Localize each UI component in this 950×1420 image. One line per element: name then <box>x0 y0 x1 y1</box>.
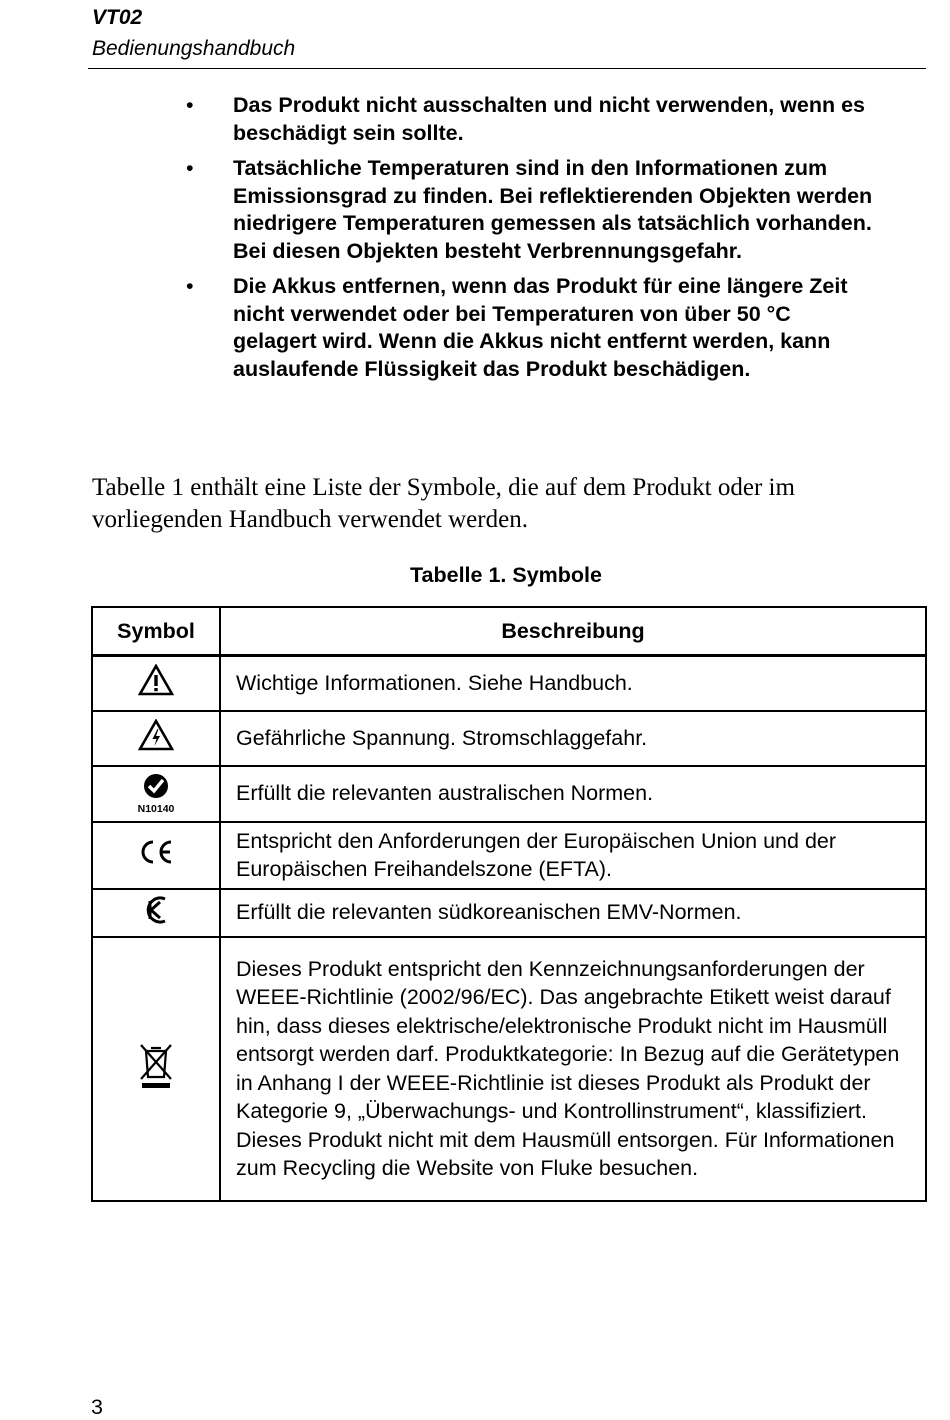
document-subtitle: Bedienungshandbuch <box>92 37 296 60</box>
symbol-cell <box>92 822 220 889</box>
intro-paragraph: Tabelle 1 enthält eine Liste der Symbole, die auf dem Produkt oder im vorliegenden Handbuch verwendet werden. <box>92 474 795 533</box>
warning-list <box>186 92 876 391</box>
description-cell: Entspricht den Anforderungen der Europäischen Union und der Europäischen Freihandelszone (EFTA). <box>220 822 926 889</box>
kc-mark-icon <box>143 895 169 931</box>
table-caption-text: Tabelle 1. Symbole <box>410 563 602 587</box>
weee-bin-icon <box>139 1043 173 1095</box>
document-title: VT02 <box>92 6 143 29</box>
symbol-cell <box>92 766 220 822</box>
symbols-table <box>91 606 927 1202</box>
description-cell: Gefährliche Spannung. Stromschlaggefahr. <box>220 711 926 766</box>
warning-icon <box>138 664 174 702</box>
list-item <box>186 155 876 265</box>
table-row <box>92 711 926 766</box>
description-cell: Erfüllt die relevanten australischen Normen. <box>220 766 926 822</box>
description-column-header: Beschreibung <box>220 607 926 656</box>
description-cell: Wichtige Informationen. Siehe Handbuch. <box>220 656 926 711</box>
list-item <box>186 92 876 147</box>
table-row <box>92 822 926 889</box>
bullet-dot: • <box>186 93 194 117</box>
symbol-cell <box>92 937 220 1201</box>
symbol-column-header: Symbol <box>92 607 220 656</box>
list-item-text: Die Akkus entfernen, wenn das Produkt für eine längere Zeit nicht verwendet oder bei Temperaturen von über 50 °C gelagert wird. Wenn die Akkus nicht entfernt werden, kann auslaufende Flüssigkeit das Produkt beschädigen. <box>233 274 848 381</box>
table-caption <box>0 563 950 588</box>
bullet-dot: • <box>186 274 194 298</box>
list-item-text: Tatsächliche Temperaturen sind in den Informationen zum Emissionsgrad zu finden. Bei reflektierenden Objekten werden niedrigere Temperaturen gemessen als tatsächlich vorhanden. Bei diesen Objekten besteht Verbrennungsgefahr. <box>233 156 873 263</box>
header-rule <box>88 68 926 69</box>
page-number: 3 <box>91 1395 103 1419</box>
symbol-cell <box>92 656 220 711</box>
description-cell: Dieses Produkt entspricht den Kennzeichnungsanforderungen der WEEE-Richtlinie (2002/96/EC). Das angebrachte Etikett weist darauf hin, dass dieses elektrische/elektronische Produkt nicht im Hausmüll entsorgt werden darf. Produktkategorie: In Bezug auf die Gerätetypen in Anhang I der WEEE-Richtlinie ist dieses Produkt als Produkt der Kategorie 9, „Überwachungs- und Kontrollinstrument“, klassifiziert. Dieses Produkt nicht mit dem Hausmüll entsorgen. Für Informationen zum Recycling die Website von Fluke besuchen. <box>220 937 926 1201</box>
high-voltage-icon <box>138 719 174 757</box>
ce-mark-icon <box>137 839 175 871</box>
list-item <box>186 273 876 383</box>
table-header-row <box>92 607 926 656</box>
symbol-cell <box>92 889 220 937</box>
table-row <box>92 656 926 711</box>
symbol-cell <box>92 711 220 766</box>
table-row <box>92 889 926 937</box>
list-item-text: Das Produkt nicht ausschalten und nicht verwenden, wenn es beschädigt sein sollte. <box>233 93 865 145</box>
rcm-code-label: N10140 <box>137 802 175 815</box>
rcm-mark-icon <box>143 773 169 805</box>
table-row <box>92 937 926 1201</box>
table-row <box>92 766 926 822</box>
bullet-dot: • <box>186 156 194 180</box>
description-cell: Erfüllt die relevanten südkoreanischen EMV-Normen. <box>220 889 926 937</box>
